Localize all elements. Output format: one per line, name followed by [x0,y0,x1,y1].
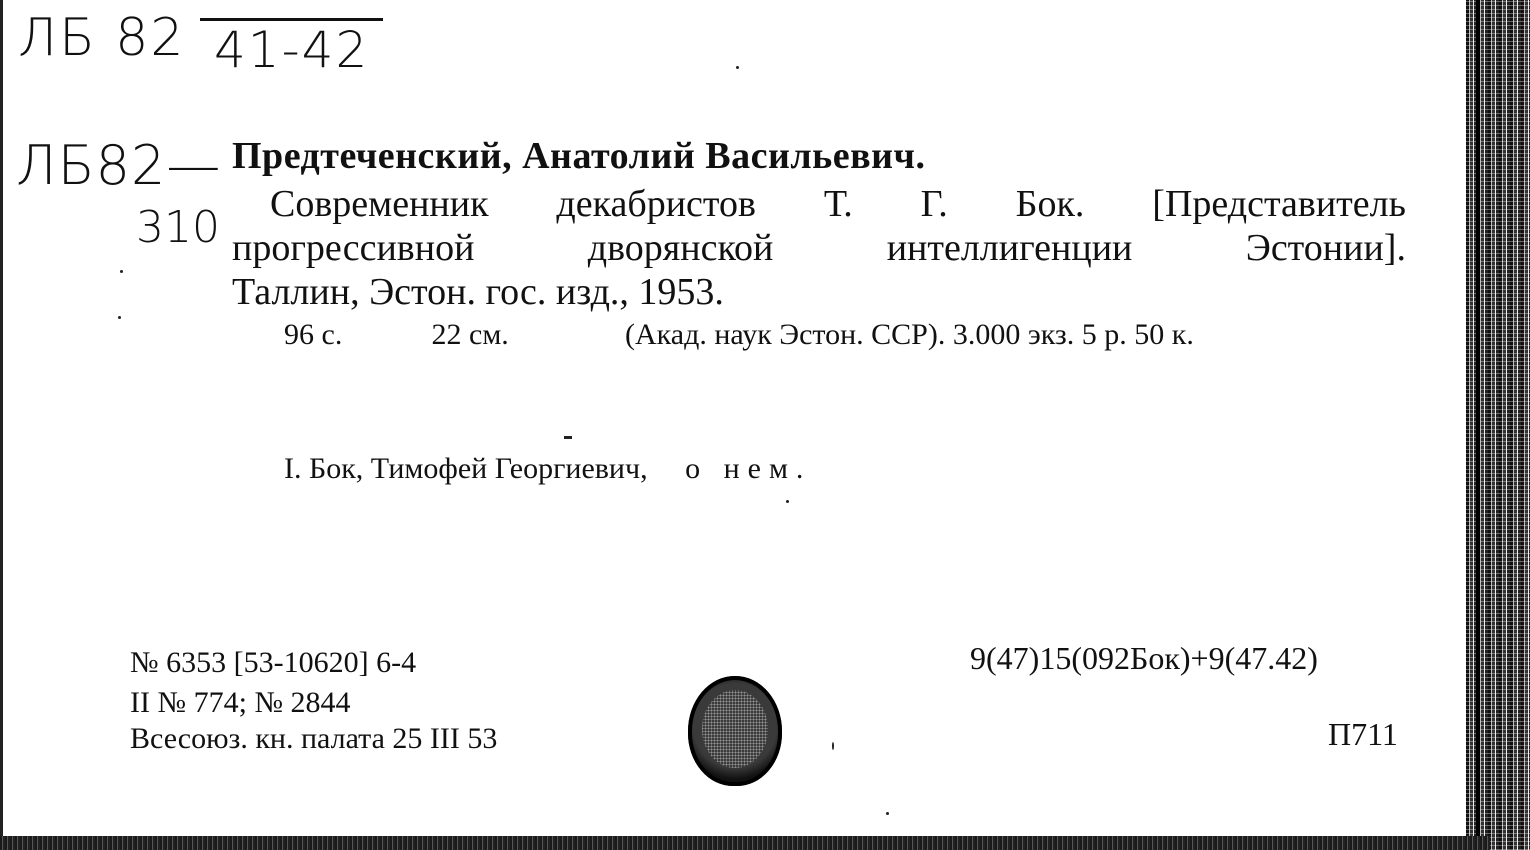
title-word: Бок. [1015,183,1085,225]
added-entry-name: I. Бок, Тимофей Георгиевич, [284,452,648,485]
scan-speck [120,270,123,273]
scan-speck [886,812,889,815]
card-left-edge [0,0,3,850]
title-word: дворянской [587,227,774,269]
scan-speck [736,66,739,69]
title-word: [Представитель [1152,183,1406,225]
title-word: декабристов [556,183,756,225]
added-entry [284,452,811,486]
title-line-1 [270,182,1406,226]
size: 22 см. [431,318,509,351]
title-word: прогрессивной [232,227,475,269]
registration-number: № 6353 [53-10620] 6-4 [130,646,417,679]
added-entry-relator: о нем. [685,452,812,485]
card-right-border [1476,0,1480,850]
scan-speck [118,316,121,319]
title-word: Эстонии]. [1245,227,1406,269]
series-and-price: (Акад. наук Эстон. ССР). 3.000 экз. 5 р. 50 к. [625,318,1194,351]
handwritten-call-number: ЛБ82— [16,134,222,197]
scan-speck [786,500,789,503]
scan-speck [832,742,834,750]
author-heading: Предтеченский, Анатолий Васильевич. [232,135,926,177]
registration-secondary: II № 774; № 2844 [130,686,351,719]
card-code: П711 [1328,716,1398,752]
title-word: интеллигенции [886,227,1133,269]
title-line-2 [232,226,1406,270]
collation-line [284,318,1406,352]
punch-hole-icon [688,676,782,786]
handwritten-volume-range: 41-42 [200,18,383,79]
pagination: 96 с. [284,318,343,351]
title-word: Г. [920,183,948,225]
scan-speck [564,436,572,439]
handwritten-call-number-suffix: 310 [136,202,220,253]
title-word: Современник [270,183,489,225]
card-bottom-edge [0,836,1490,850]
classification-code: 9(47)15(092Бок)+9(47.42) [970,640,1318,676]
handwritten-shelfmark: ЛБ 82 [18,8,186,68]
title-word: Т. [823,183,853,225]
imprint-line: Таллин, Эстон. гос. изд., 1953. [232,271,724,313]
chamber-date: Всесоюз. кн. палата 25 III 53 [130,722,498,755]
